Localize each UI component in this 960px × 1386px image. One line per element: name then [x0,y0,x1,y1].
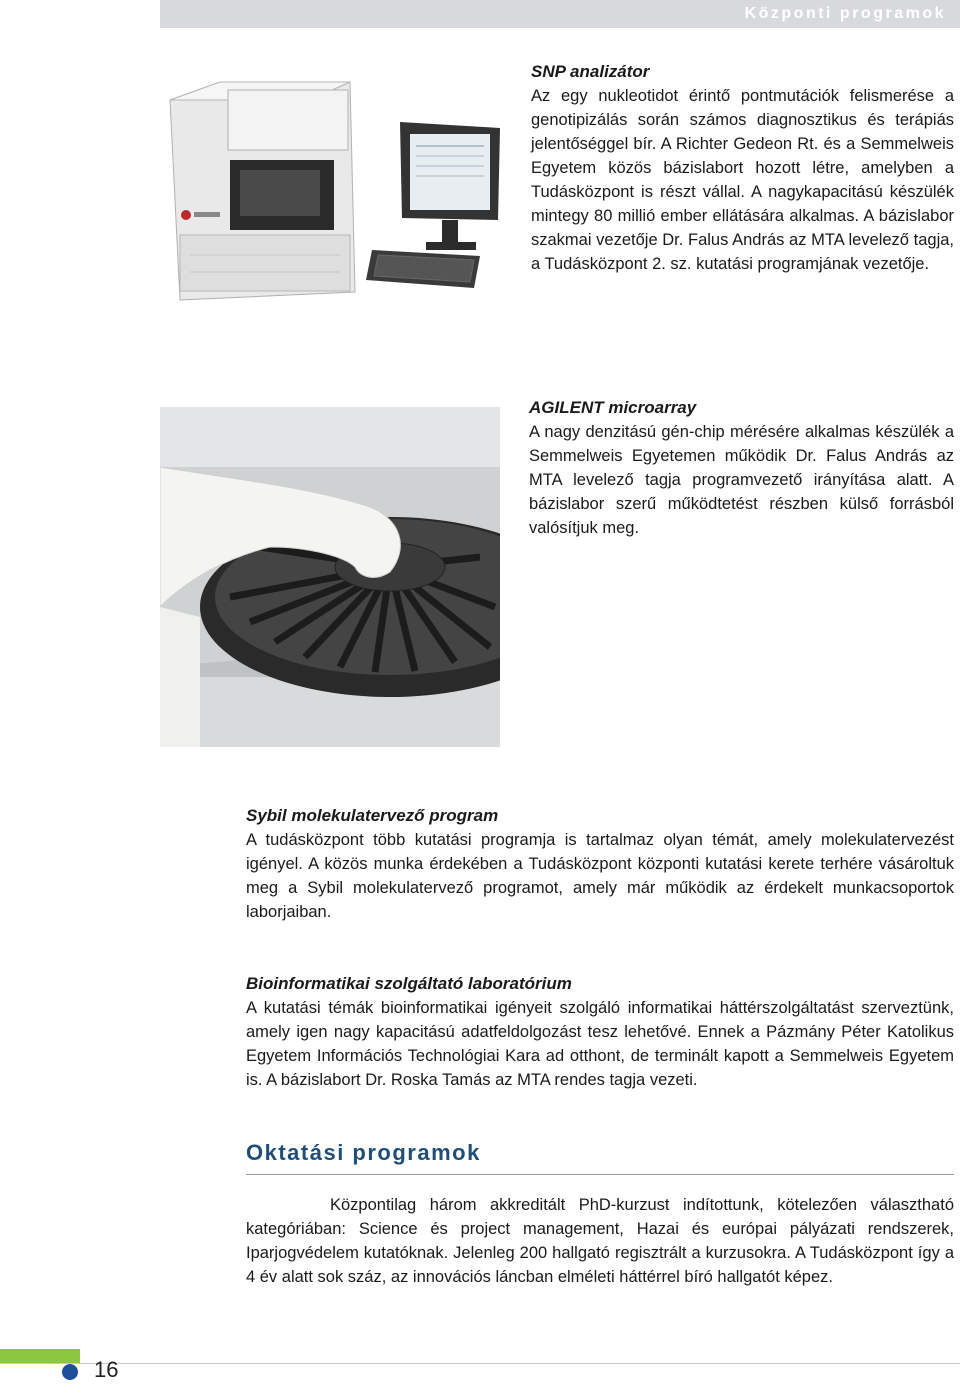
page-header-title: Központi programok [744,5,946,22]
sybil-title: Sybil molekulatervező program [246,806,499,825]
education-section-title: Oktatási programok [246,1140,481,1165]
bioinfo-title: Bioinformatikai szolgáltató laboratórium [246,974,572,993]
sybil-body: A tudásközpont több kutatási programja is tartalmaz olyan témát, amely molekulatervezést igényel. A közös munka érdekében a Tudásközpont központi kutatási kerete terhére vásároltuk meg a Sybil molekulatervező programot, amely már működik az érdekelt munkacsoportok laborjaiban. [246,831,954,921]
footer-dot-icon [62,1364,78,1380]
agilent-section [529,396,954,540]
snp-section [531,60,954,276]
snp-title: SNP analizátor [531,62,650,81]
section-divider [246,1174,954,1175]
agilent-title: AGILENT microarray [529,398,697,417]
bioinfo-body: A kutatási témák bioinformatikai igényeit szolgáló informatikai háttérszolgáltatást szerveztünk, amely igen nagy kapacitású adatfeldolgozást tesz lehetővé. Ennek a Pázmány Péter Katolikus Egyetem Információs Technológiai Kara ad otthont, de terminált kapott a Semmelweis Egyetem is. A bázislabort Dr. Roska Tamás az MTA rendes tagja vezeti. [246,999,954,1089]
header-bar [160,0,960,28]
snp-body: Az egy nukleotidot érintő pontmutációk felismerése a genotipizálás során számos diagnosztikus és terápiás jelentőséggel bír. A Richter Gedeon Rt. és a Semmelweis Egyetem közös bázislabort hozott létre, amelyben a Tudásközpont is részt vállal. A nagykapacitású készülék mintegy 80 millió ember ellátására alkalmas. A bázislabor szakmai vezetője Dr. Falus András az MTA levelező tagja, a Tudásközpont 2. sz. kutatási programjának vezetője. [531,87,954,273]
agilent-microarray-photo [160,407,500,747]
footer-accent-bar [0,1349,80,1363]
footer-rule [0,1363,960,1364]
page-number: 16 [94,1357,119,1382]
snp-analyzer-photo [160,60,510,310]
education-body: Központilag három akkreditált PhD-kurzust indítottunk, kötelezően választható kategóriában: Science és project management, Hazai és európai pályázati rendszerek, Iparjogvédelem kutatóknak. Jelenleg 200 hallgató regisztrált a kurzusokra. A Tudásközpont így a 4 év alatt sok száz, az innovációs láncban elméleti háttérrel bíró hallgatót képez. [246,1196,954,1286]
sybil-section [246,804,954,924]
bioinfo-section [246,972,954,1092]
agilent-body: A nagy denzitású gén-chip mérésére alkalmas készülék a Semmelweis Egyetemen működik Dr. Falus András az MTA levelező tagja programvezető irányítása alatt. A bázislabor szerű működtetést részben külső forrásból valósítjuk meg. [529,423,954,537]
